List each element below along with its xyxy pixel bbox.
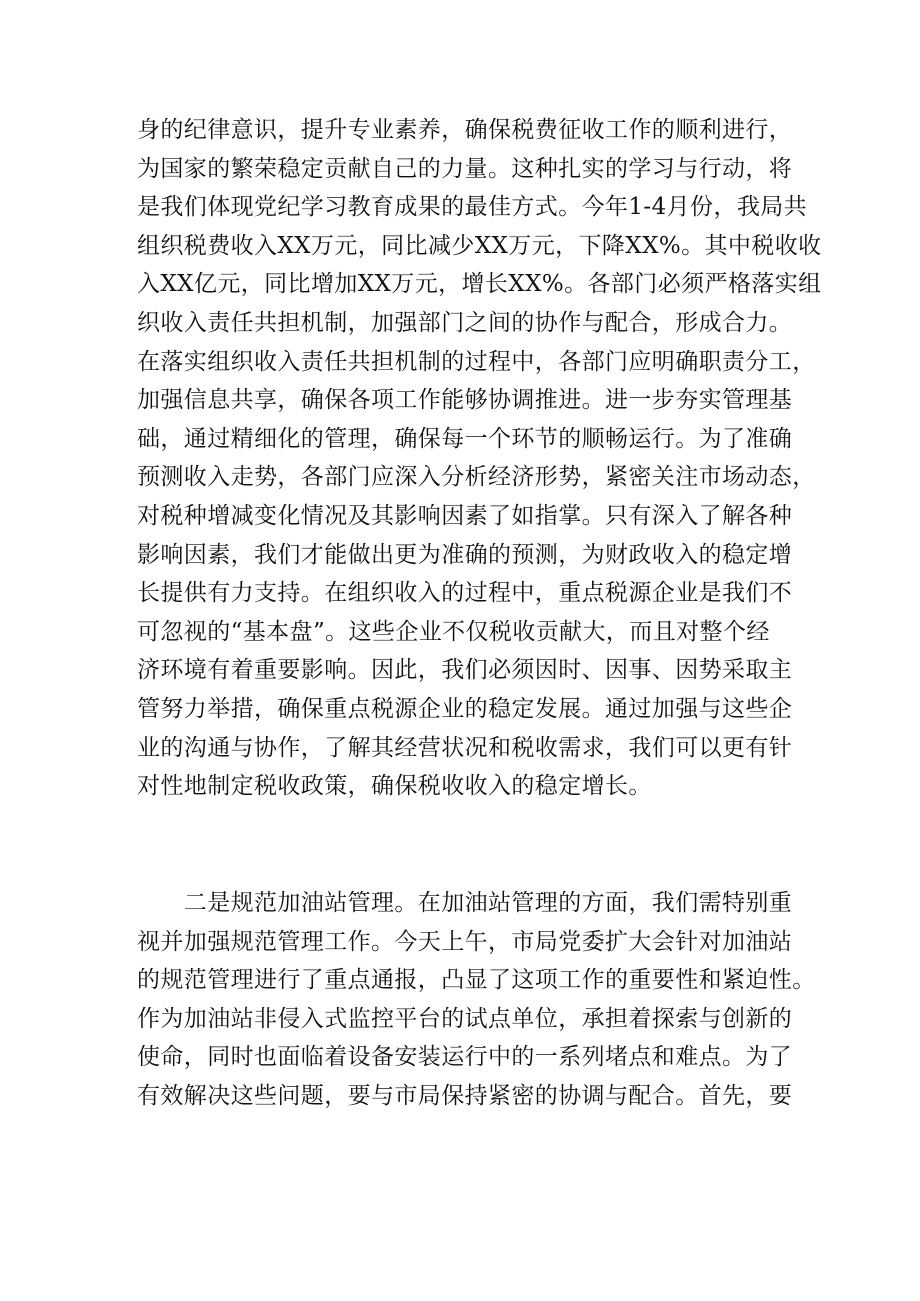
- text-line: 是我们体现党纪学习教育成果的最佳方式。今年1-4月份，我局共: [137, 194, 808, 221]
- text-line: 对税种增减变化情况及其影响因素了如指掌。只有深入了解各种: [137, 502, 793, 529]
- text-line: 加强信息共享，确保各项工作能够协调推进。进一步夯实管理基: [137, 387, 793, 414]
- text-line: 业的沟通与协作，了解其经营状况和税收需求，我们可以更有针: [137, 734, 793, 761]
- text-line: 的规范管理进行了重点通报，凸显了这项工作的重要性和紧迫性。: [137, 967, 816, 994]
- text-line: 长提供有力支持。在组织收入的过程中，重点税源企业是我们不: [137, 580, 793, 607]
- text-line: 济环境有着重要影响。因此，我们必须因时、因事、因势采取主: [137, 657, 793, 684]
- text-line: 视并加强规范管理工作。今天上午，市局党委扩大会针对加油站: [137, 928, 793, 955]
- text-line: 预测收入走势，各部门应深入分析经济形势，紧密关注市场动态，: [137, 464, 816, 491]
- text-line: 可忽视的“基本盘”。这些企业不仅税收贡献大，而且对整个经: [137, 618, 770, 645]
- text-line: 身的纪律意识，提升专业素养，确保税费征收工作的顺利进行，: [137, 117, 793, 143]
- text-line: 管努力举措，确保重点税源企业的稳定发展。通过加强与这些企: [137, 695, 793, 722]
- paragraph-1: [137, 111, 822, 806]
- text-line: 影响因素，我们才能做出更为准确的预测，为财政收入的稳定增: [137, 541, 793, 568]
- text-line: 使命，同时也面临着设备安装运行中的一系列堵点和难点。为了: [137, 1044, 793, 1071]
- text-line: 组织税费收入XX万元，同比减少XX万元，下降XX%。其中税收收: [137, 232, 822, 259]
- text-line: 在落实组织收入责任共担机制的过程中，各部门应明确职责分工，: [137, 348, 816, 375]
- text-line: 作为加油站非侵入式监控平台的试点单位，承担着探索与创新的: [137, 1005, 793, 1032]
- text-line: 二是规范加油站管理。在加油站管理的方面，我们需特别重: [137, 890, 793, 916]
- text-line: 对性地制定税收政策，确保税收收入的稳定增长。: [137, 773, 652, 800]
- paragraph-2: [137, 884, 816, 1116]
- text-line: 织收入责任共担机制，加强部门之间的协作与配合，形成合力。: [137, 309, 793, 336]
- text-line: 入XX亿元，同比增加XX万元，增长XX%。各部门必须严格落实组: [137, 271, 822, 298]
- text-line: 础，通过精细化的管理，确保每一个环节的顺畅运行。为了准确: [137, 425, 793, 452]
- text-line: 为国家的繁荣稳定贡献自己的力量。这种扎实的学习与行动，将: [137, 155, 793, 182]
- text-line: 有效解决这些问题，要与市局保持紧密的协调与配合。首先，要: [137, 1082, 793, 1109]
